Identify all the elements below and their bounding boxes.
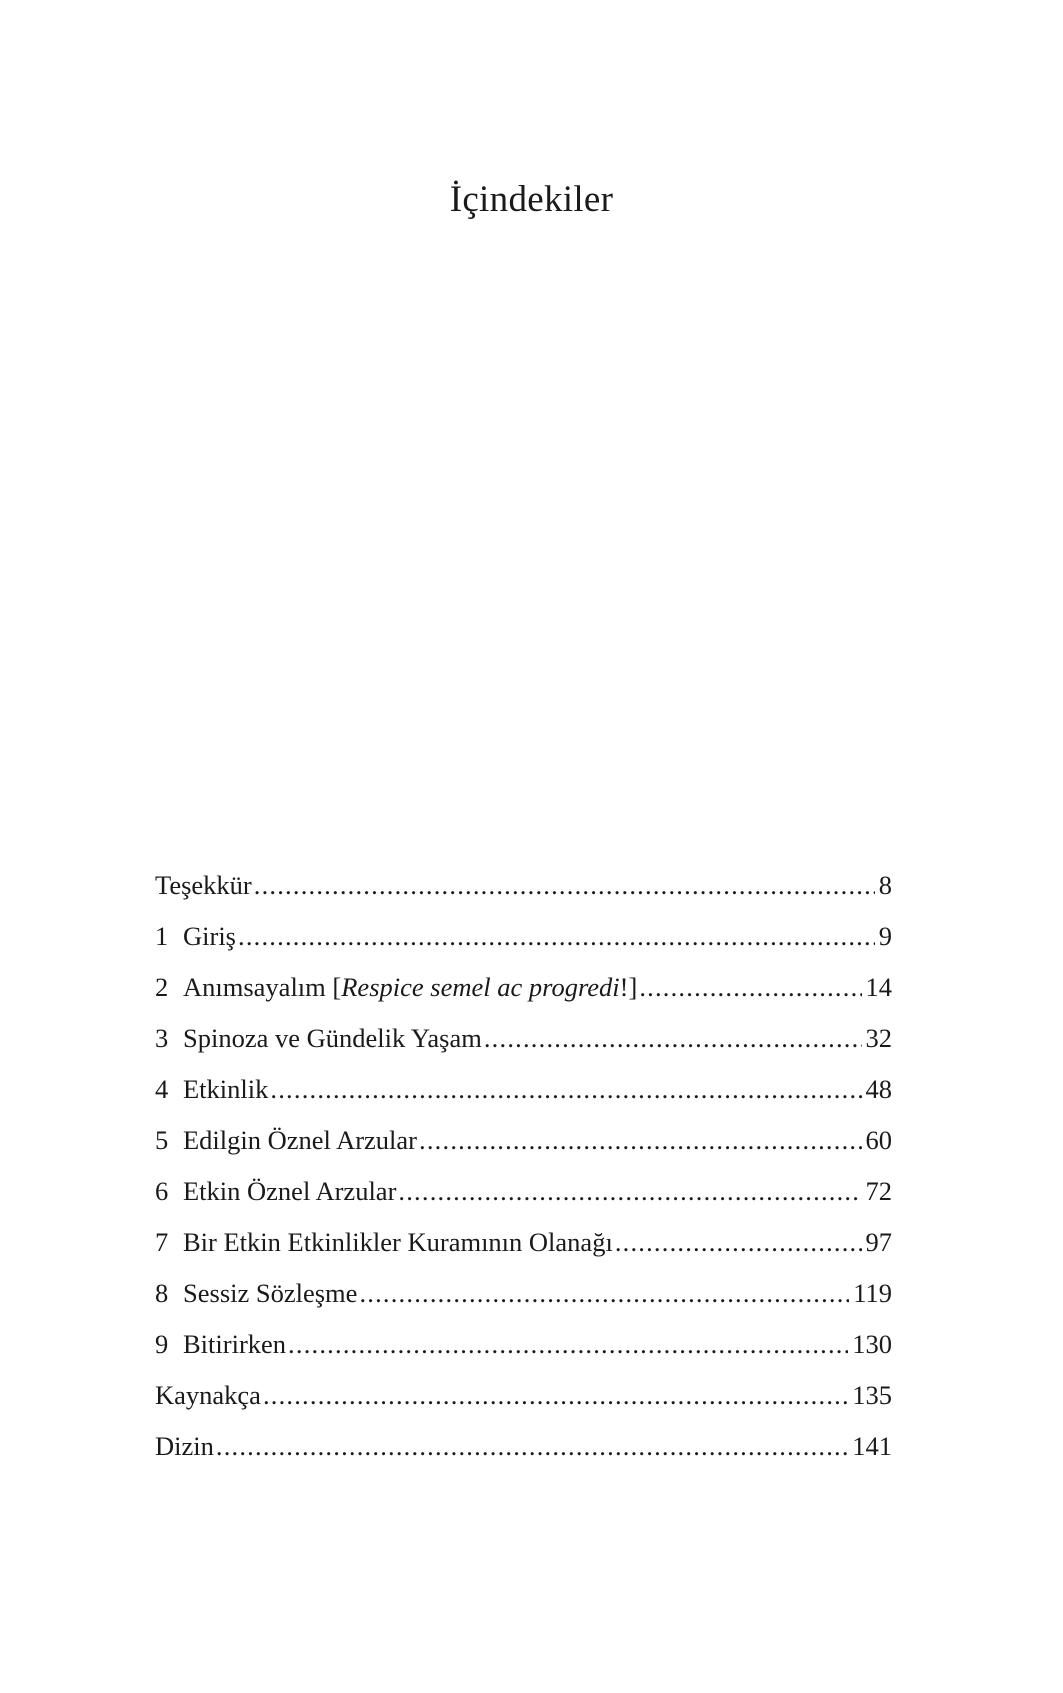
- page-title: İçindekiler: [449, 179, 614, 220]
- toc-entry-number: 8: [155, 1278, 169, 1308]
- toc-entry-label: Etkinlik: [183, 1074, 269, 1104]
- toc-entry-number: 6: [155, 1176, 169, 1206]
- toc-entry-acknowledgements[interactable]: [155, 868, 892, 919]
- dot-leader: [398, 1174, 861, 1208]
- toc-entry-chapter-8[interactable]: [155, 1276, 892, 1327]
- toc-entry-page: 14: [865, 972, 892, 1002]
- toc-entry-label: Bitirirken: [183, 1329, 287, 1359]
- toc-entry-page: 9: [878, 921, 892, 951]
- toc-entry-page: 72: [865, 1176, 892, 1206]
- dot-leader: [484, 1021, 862, 1055]
- toc-entry-number: 7: [155, 1227, 169, 1257]
- table-of-contents: [155, 868, 892, 1480]
- toc-entry-label-italic: Respice semel ac progredi: [341, 972, 620, 1002]
- toc-entry-page: 60: [865, 1125, 892, 1155]
- toc-entry-page: 8: [878, 870, 892, 900]
- toc-entry-chapter-7[interactable]: [155, 1225, 892, 1276]
- toc-entry-number: 5: [155, 1125, 169, 1155]
- toc-entry-label: Anımsayalım [Respice semel ac progredi!]: [183, 972, 638, 1002]
- toc-entry-chapter-6[interactable]: [155, 1174, 892, 1225]
- toc-entry-label: Edilgin Öznel Arzular: [183, 1125, 418, 1155]
- toc-entry-page: 130: [852, 1329, 892, 1359]
- toc-entry-chapter-1[interactable]: [155, 919, 892, 970]
- toc-entry-label: Dizin: [155, 1431, 214, 1461]
- toc-entry-label: Sessiz Sözleşme: [183, 1278, 358, 1308]
- toc-entry-index[interactable]: [155, 1429, 892, 1480]
- dot-leader: [263, 1378, 848, 1412]
- toc-entry-page: 97: [865, 1227, 892, 1257]
- toc-entry-number: 2: [155, 972, 169, 1002]
- toc-entry-label: Spinoza ve Gündelik Yaşam: [183, 1023, 482, 1053]
- toc-entry-number: 3: [155, 1023, 169, 1053]
- toc-entry-label: Etkin Öznel Arzular: [183, 1176, 397, 1206]
- toc-entry-label: Kaynakça: [155, 1380, 261, 1410]
- toc-entry-page: 119: [853, 1278, 892, 1308]
- toc-entry-number: 4: [155, 1074, 169, 1104]
- toc-entry-page: 32: [865, 1023, 892, 1053]
- toc-entry-page: 141: [852, 1431, 892, 1461]
- dot-leader: [238, 919, 875, 953]
- toc-entry-label: Teşekkür: [155, 870, 252, 900]
- dot-leader: [270, 1072, 861, 1106]
- toc-entry-chapter-9[interactable]: [155, 1327, 892, 1378]
- toc-entry-chapter-2[interactable]: [155, 970, 892, 1021]
- toc-entry-chapter-3[interactable]: [155, 1021, 892, 1072]
- toc-entry-page: 135: [852, 1380, 892, 1410]
- dot-leader: [419, 1123, 861, 1157]
- toc-entry-chapter-5[interactable]: [155, 1123, 892, 1174]
- toc-entry-number: 1: [155, 921, 169, 951]
- dot-leader: [359, 1276, 849, 1310]
- toc-entry-label: Bir Etkin Etkinlikler Kuramının Olanağı: [183, 1227, 613, 1257]
- toc-entry-bibliography[interactable]: [155, 1378, 892, 1429]
- dot-leader: [639, 970, 861, 1004]
- toc-entry-page: 48: [865, 1074, 892, 1104]
- dot-leader: [216, 1429, 848, 1463]
- toc-entry-label: Giriş: [183, 921, 236, 951]
- toc-entry-number: 9: [155, 1329, 169, 1359]
- dot-leader: [615, 1225, 862, 1259]
- dot-leader: [288, 1327, 848, 1361]
- dot-leader: [254, 868, 875, 902]
- toc-entry-chapter-4[interactable]: [155, 1072, 892, 1123]
